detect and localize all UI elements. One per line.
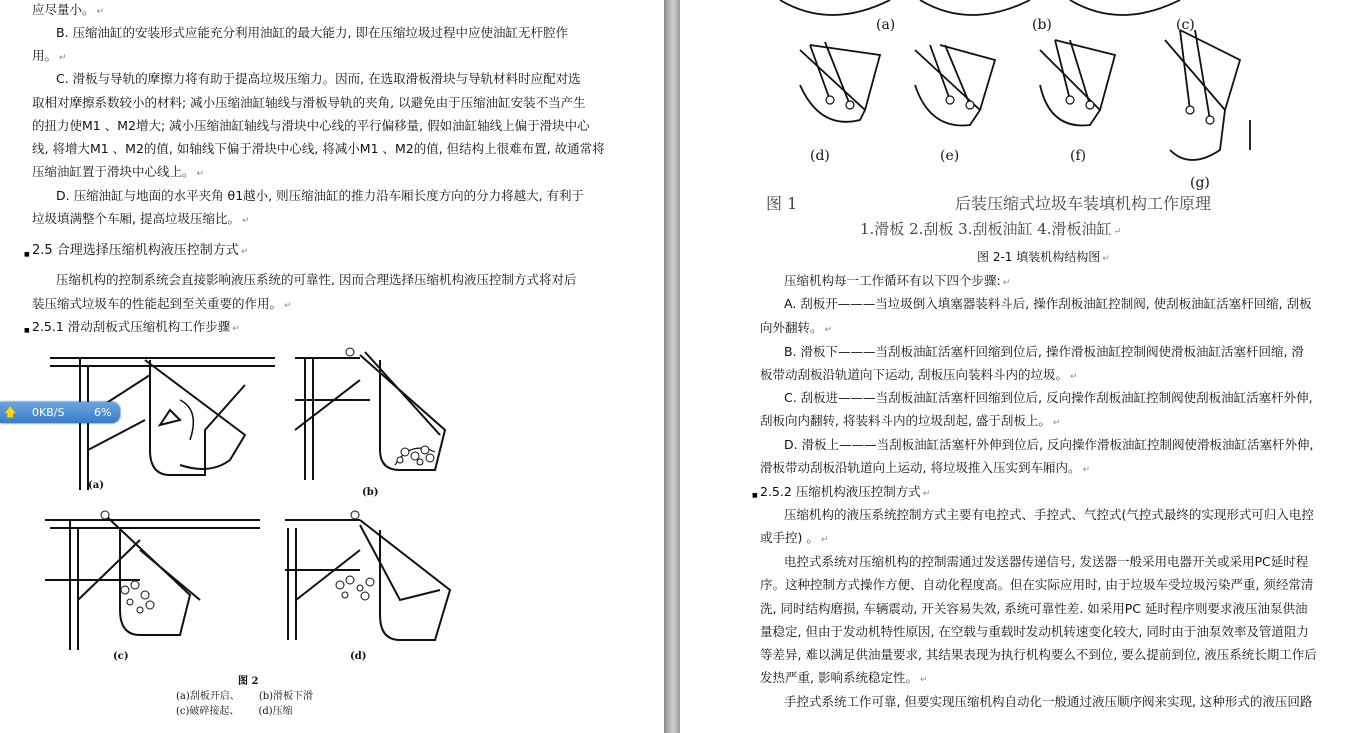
fig1-parts-legend: 1.滑板 2.刮板 3.刮板油缸 4.滑板油缸 ↵ bbox=[860, 220, 1122, 238]
right-document-page bbox=[680, 0, 1356, 733]
text-line: 发热严重, 影响系统稳定性。 ↵ bbox=[760, 670, 928, 685]
text-line: 压缩机构每一工作循环有以下四个步骤: ↵ bbox=[784, 273, 1011, 288]
text-line: 压缩油缸置于滑块中心线上。 ↵ bbox=[32, 164, 205, 179]
network-speed-widget[interactable] bbox=[0, 402, 120, 423]
text-line: 的扭力使M1 、M2增大; 减小压缩油缸轴线与滑块中心线的平行偏移量, 假如油缸轴线上偏于滑块中心 bbox=[32, 118, 590, 133]
figure-2-drawing bbox=[30, 340, 630, 680]
upload-arrow-icon: 🡅 bbox=[4, 405, 17, 419]
section-heading-2-5: ■ 2.5 合理选择压缩机构液压控制方式 ↵ bbox=[32, 243, 248, 260]
fig1-caption-number: 图 1 bbox=[766, 194, 798, 213]
section-heading-2-5-1: ■ 2.5.1 滑动刮板式压缩机构工作步骤 ↵ bbox=[32, 319, 240, 337]
figure-2-title: 图 2 bbox=[238, 676, 259, 687]
text-line: 应尽量小。 ↵ bbox=[32, 2, 105, 17]
fig1-label-e: (e) bbox=[940, 148, 960, 164]
text-line: 装压缩式垃圾车的性能起到至关重要的作用。 ↵ bbox=[32, 296, 292, 311]
text-line: 电控式系统对压缩机构的控制需通过发送器传递信号, 发送器一般采用电器开关或采用PC延时程 bbox=[784, 554, 1309, 569]
text-line: 向外翻转。 ↵ bbox=[760, 320, 833, 335]
fig1-label-c: (c) bbox=[1176, 17, 1195, 33]
text-line: C. 滑板与导轨的摩擦力将有助于提高垃圾压缩力。因而, 在选取滑板滑块与导轨材料时应配对选 bbox=[56, 71, 581, 86]
text-line: B. 压缩油缸的安装形式应能充分利用油缸的最大能力, 即在压缩垃圾过程中应使油缸无杆腔作 bbox=[56, 25, 568, 40]
network-speed-value: 0KB/S bbox=[32, 406, 65, 419]
text-line: 压缩机构的液压系统控制方式主要有电控式、手控式、气控式(气控式最终的实现形式可归入电控 bbox=[784, 507, 1314, 522]
text-line: 序。这种控制方式操作方便、自动化程度高。但在实际应用时, 由于垃圾车受垃圾污染严重, 须经常清 bbox=[760, 577, 1314, 592]
text-line: 洗, 同时结构磨损, 车辆震动, 开关容易失效, 系统可靠性差. 如采用PC 延时程序则要求液压油泵供油 bbox=[760, 601, 1308, 616]
figure-label-d: (d) bbox=[350, 651, 367, 662]
fig1-label-d: (d) bbox=[810, 148, 830, 164]
section-heading-2-5-2: ■ 2.5.2 压缩机构液压控制方式 ↵ bbox=[760, 484, 930, 502]
figure-label-b: (b) bbox=[362, 487, 379, 498]
page-gutter bbox=[664, 0, 680, 733]
fig-2-1-title: 图 2-1 填装机构结构图 ↵ bbox=[977, 250, 1110, 264]
figure-2-legend: (a)刮板开启、 (b)滑板下滑 bbox=[176, 691, 314, 702]
left-document-page bbox=[0, 0, 664, 733]
text-line: 板带动刮板沿轨道向下运动, 刮板压向装料斗内的垃圾。 ↵ bbox=[760, 367, 1078, 382]
text-line: B. 滑板下———当刮板油缸活塞杆回缩到位后, 操作滑板油缸控制阀使滑板油缸活塞杆回缩, 滑 bbox=[784, 344, 1304, 359]
text-line: D. 滑板上———当刮板油缸活塞杆外伸到位后, 反向操作滑板油缸控制阀使滑板油缸活塞杆外伸, bbox=[784, 437, 1314, 452]
cpu-percent-value: 6% bbox=[94, 406, 112, 419]
text-line: 线, 将增大M1 、M2的值, 如轴线下偏于滑块中心线, 将减小M1 、M2的值, 但结构上很难布置, 故通常将 bbox=[32, 141, 605, 156]
text-line: 取相对摩擦系数较小的材料; 减小压缩油缸轴线与滑板导轨的夹角, 以避免由于压缩油缸安装不当产生 bbox=[32, 95, 586, 110]
text-line: C. 刮板进———当刮板油缸活塞杆回缩到位后, 反向操作刮板油缸控制阀使刮板油缸活塞杆外伸, bbox=[784, 390, 1313, 405]
text-line: 压缩机构的控制系统会直接影响液压系统的可靠性, 因而合理选择压缩机构液压控制方式将对后 bbox=[56, 272, 577, 287]
figure-label-c: (c) bbox=[113, 651, 129, 662]
text-line: 滑板带动刮板沿轨道向上运动, 将垃圾推入压实到车厢内。 ↵ bbox=[760, 460, 1090, 475]
text-line: A. 刮板开———当垃圾倒入填塞器装料斗后, 操作刮板油缸控制阀, 使刮板油缸活塞杆回缩, 刮板 bbox=[784, 296, 1312, 311]
text-line: 或手控) 。 ↵ bbox=[760, 530, 829, 545]
fig1-label-b: (b) bbox=[1032, 17, 1052, 33]
text-line: 刮板向内翻转, 将装料斗内的垃圾刮起, 盛于刮板上。 ↵ bbox=[760, 413, 1061, 428]
fig1-label-g: (g) bbox=[1190, 175, 1210, 191]
fig1-caption-title: 后装压缩式垃圾车装填机构工作原理 bbox=[955, 194, 1212, 213]
figure-label-a: (a) bbox=[88, 480, 104, 491]
fig1-label-a: (a) bbox=[876, 17, 896, 33]
text-line: 量稳定, 但由于发动机特性原因, 在空载与重载时发动机转速变化较大, 同时由于油泵效率及管道阻力 bbox=[760, 624, 1309, 639]
text-line: 等差异, 难以满足供油量要求, 其结果表现为执行机构要么不到位, 要么提前到位, 液压系统长期工作后 bbox=[760, 647, 1317, 662]
text-line: 手控式系统工作可靠, 但要实现压缩机构自动化一般通过液压顺序阀来实现, 这种形式的液压回路 bbox=[784, 694, 1313, 709]
text-line: 垃圾填满整个车厢, 提高垃圾压缩比。 ↵ bbox=[32, 211, 250, 226]
text-line: D. 压缩油缸与地面的水平夹角 θ1越小, 则压缩油缸的推力沿车厢长度方向的分力将越大, 有利于 bbox=[56, 188, 585, 203]
figure-2-legend: (c)破碎接起、 (d)压缩 bbox=[176, 706, 293, 717]
fig1-label-f: (f) bbox=[1070, 148, 1087, 164]
text-line: 用。 ↵ bbox=[32, 48, 67, 63]
